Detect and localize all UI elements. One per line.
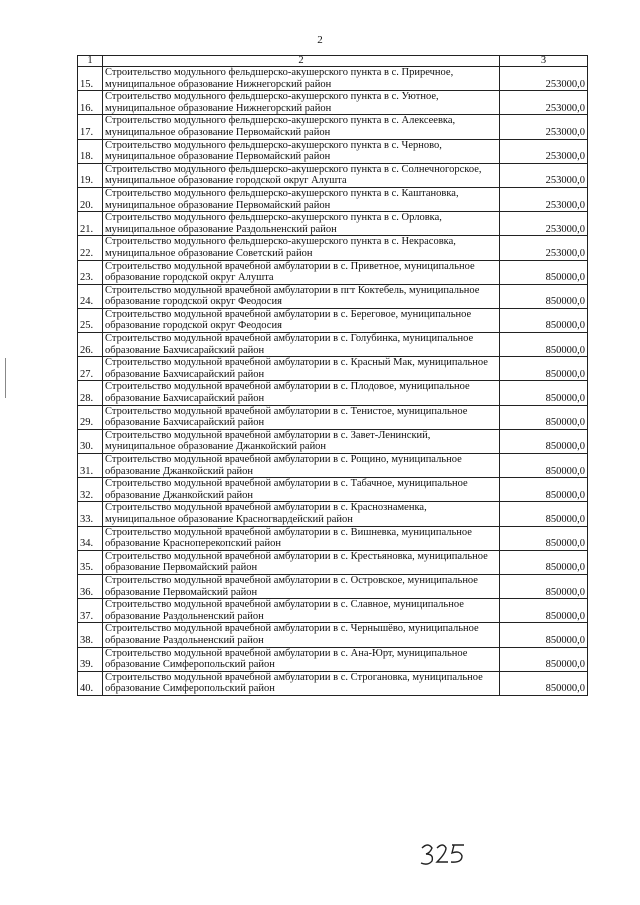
row-description: Строительство модульной врачебной амбулатории в с. Ана-Юрт, муниципальное образование Симферопольский район (103, 647, 500, 671)
row-description: Строительство модульной врачебной амбулатории в с. Табачное, муниципальное образование Джанкойский район (103, 478, 500, 502)
row-amount: 253000,0 (500, 187, 588, 211)
row-description: Строительство модульной врачебной амбулатории в с. Голубинка, муниципальное образование Бахчисарайский район (103, 333, 500, 357)
row-amount: 850000,0 (500, 454, 588, 478)
row-number: 36. (78, 574, 103, 598)
row-description: Строительство модульной врачебной амбулатории в с. Строгановка, муниципальное образование Симферопольский район (103, 671, 500, 695)
row-number: 17. (78, 115, 103, 139)
row-number: 29. (78, 405, 103, 429)
row-number: 19. (78, 163, 103, 187)
row-amount: 850000,0 (500, 478, 588, 502)
table-row (78, 308, 588, 332)
row-number: 23. (78, 260, 103, 284)
row-amount: 850000,0 (500, 671, 588, 695)
table-row (78, 381, 588, 405)
row-amount: 850000,0 (500, 550, 588, 574)
row-number: 37. (78, 599, 103, 623)
row-description: Строительство модульной врачебной амбулатории в с. Тенистое, муниципальное образование Бахчисарайский район (103, 405, 500, 429)
row-number: 21. (78, 212, 103, 236)
row-description: Строительство модульного фельдшерско-акушерского пункта в с. Алексеевка, муниципальное образование Первомайский район (103, 115, 500, 139)
row-amount: 850000,0 (500, 333, 588, 357)
table-row (78, 260, 588, 284)
row-description: Строительство модульной врачебной амбулатории в с. Рощино, муниципальное образование Джанкойский район (103, 454, 500, 478)
row-number: 26. (78, 333, 103, 357)
row-amount: 253000,0 (500, 236, 588, 260)
row-number: 15. (78, 67, 103, 91)
table-row (78, 357, 588, 381)
row-number: 40. (78, 671, 103, 695)
row-number: 35. (78, 550, 103, 574)
header-col-2: 2 (103, 56, 500, 67)
table-row (78, 67, 588, 91)
handwritten-number (418, 838, 478, 868)
table-row (78, 454, 588, 478)
row-number: 33. (78, 502, 103, 526)
row-description: Строительство модульной врачебной амбулатории в с. Чернышёво, муниципальное образование Раздольненский район (103, 623, 500, 647)
table-row (78, 429, 588, 453)
row-amount: 850000,0 (500, 381, 588, 405)
row-description: Строительство модульной врачебной амбулатории в с. Славное, муниципальное образование Раздольненский район (103, 599, 500, 623)
table-header-row (78, 56, 588, 67)
row-amount: 850000,0 (500, 623, 588, 647)
row-amount: 850000,0 (500, 308, 588, 332)
row-description: Строительство модульной врачебной амбулатории в с. Завет-Ленинский, муниципальное образование Джанкойский район (103, 429, 500, 453)
table-row (78, 115, 588, 139)
table-row (78, 550, 588, 574)
row-description: Строительство модульной врачебной амбулатории в с. Плодовое, муниципальное образование Бахчисарайский район (103, 381, 500, 405)
row-number: 25. (78, 308, 103, 332)
page-number: 2 (317, 34, 323, 46)
table-row (78, 647, 588, 671)
table-row (78, 405, 588, 429)
row-number: 32. (78, 478, 103, 502)
row-number: 24. (78, 284, 103, 308)
row-description: Строительство модульной врачебной амбулатории в с. Приветное, муниципальное образование городской округ Алушта (103, 260, 500, 284)
row-description: Строительство модульной врачебной амбулатории в пгт Коктебель, муниципальное образование городской округ Феодосия (103, 284, 500, 308)
row-amount: 850000,0 (500, 502, 588, 526)
row-amount: 850000,0 (500, 526, 588, 550)
row-number: 39. (78, 647, 103, 671)
row-description: Строительство модульной врачебной амбулатории в с. Вишневка, муниципальное образование Красноперекопский район (103, 526, 500, 550)
row-number: 27. (78, 357, 103, 381)
row-amount: 253000,0 (500, 212, 588, 236)
row-amount: 253000,0 (500, 91, 588, 115)
row-amount: 850000,0 (500, 405, 588, 429)
table-row (78, 671, 588, 695)
row-amount: 850000,0 (500, 429, 588, 453)
row-description: Строительство модульной врачебной амбулатории в с. Краснознаменка, муниципальное образование Красногвардейский район (103, 502, 500, 526)
row-amount: 850000,0 (500, 284, 588, 308)
row-number: 22. (78, 236, 103, 260)
table-row (78, 502, 588, 526)
row-amount: 850000,0 (500, 599, 588, 623)
header-col-3: 3 (500, 56, 588, 67)
row-description: Строительство модульного фельдшерско-акушерского пункта в с. Уютное, муниципальное образование Нижнегорский район (103, 91, 500, 115)
row-amount: 850000,0 (500, 647, 588, 671)
row-description: Строительство модульной врачебной амбулатории в с. Островское, муниципальное образование Первомайский район (103, 574, 500, 598)
row-number: 16. (78, 91, 103, 115)
table-row (78, 212, 588, 236)
row-description: Строительство модульной врачебной амбулатории в с. Береговое, муниципальное образование городской округ Феодосия (103, 308, 500, 332)
row-description: Строительство модульного фельдшерско-акушерского пункта в с. Солнечногорское, муниципальное образование городской округ Алушта (103, 163, 500, 187)
row-description: Строительство модульного фельдшерско-акушерского пункта в с. Приречное, муниципальное образование Нижнегорский район (103, 67, 500, 91)
projects-table (77, 55, 588, 696)
row-number: 38. (78, 623, 103, 647)
row-number: 18. (78, 139, 103, 163)
table-row (78, 236, 588, 260)
table-row (78, 187, 588, 211)
table-row (78, 284, 588, 308)
table-row (78, 623, 588, 647)
row-number: 34. (78, 526, 103, 550)
row-number: 28. (78, 381, 103, 405)
row-number: 30. (78, 429, 103, 453)
row-amount: 253000,0 (500, 115, 588, 139)
table-row (78, 163, 588, 187)
row-description: Строительство модульной врачебной амбулатории в с. Красный Мак, муниципальное образование Бахчисарайский район (103, 357, 500, 381)
row-amount: 253000,0 (500, 139, 588, 163)
row-amount: 850000,0 (500, 574, 588, 598)
row-number: 20. (78, 187, 103, 211)
row-number: 31. (78, 454, 103, 478)
table-row (78, 478, 588, 502)
row-amount: 850000,0 (500, 260, 588, 284)
row-description: Строительство модульного фельдшерско-акушерского пункта в с. Черново, муниципальное образование Первомайский район (103, 139, 500, 163)
header-col-1: 1 (78, 56, 103, 67)
table-row (78, 91, 588, 115)
table-row (78, 333, 588, 357)
row-amount: 253000,0 (500, 67, 588, 91)
table-row (78, 599, 588, 623)
row-amount: 850000,0 (500, 357, 588, 381)
row-description: Строительство модульной врачебной амбулатории в с. Крестьяновка, муниципальное образование Первомайский район (103, 550, 500, 574)
margin-mark (5, 358, 6, 398)
row-description: Строительство модульного фельдшерско-акушерского пункта в с. Каштановка, муниципальное образование Первомайский район (103, 187, 500, 211)
table-row (78, 526, 588, 550)
row-description: Строительство модульного фельдшерско-акушерского пункта в с. Орловка, муниципальное образование Раздольненский район (103, 212, 500, 236)
row-amount: 253000,0 (500, 163, 588, 187)
row-description: Строительство модульного фельдшерско-акушерского пункта в с. Некрасовка, муниципальное образование Советский район (103, 236, 500, 260)
table-row (78, 574, 588, 598)
table-row (78, 139, 588, 163)
